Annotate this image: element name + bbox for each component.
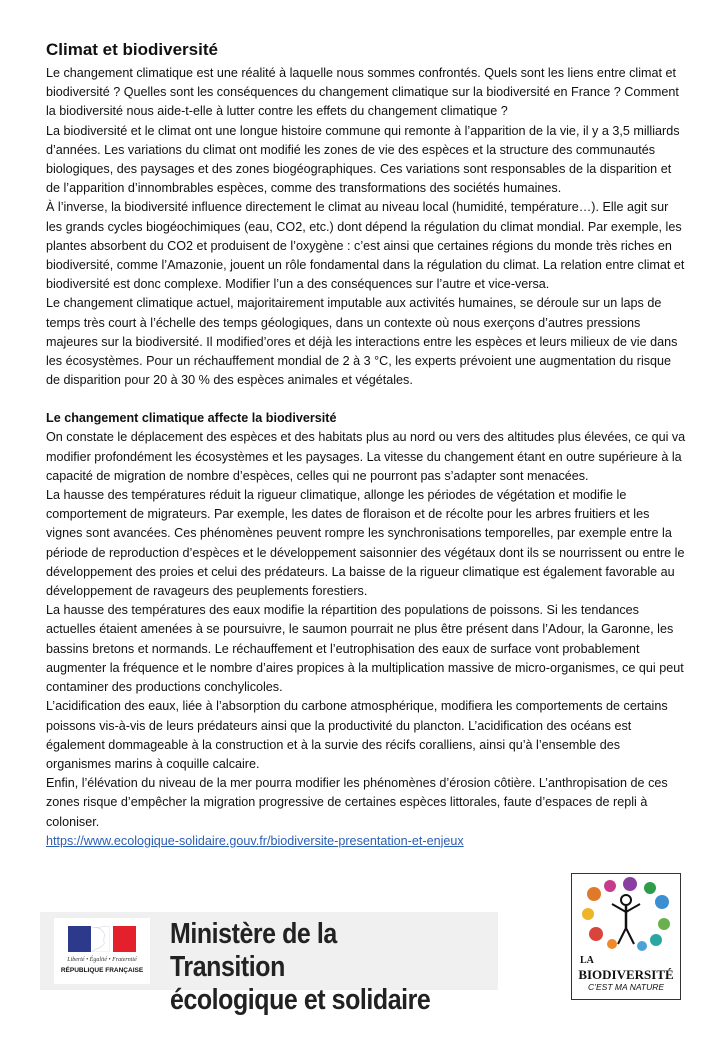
paragraph: On constate le déplacement des espèces et des habitats plus au nord ou vers des altitudes plus élevées, ce qui va modifier profondément les écosystèmes et les paysages. La vitesse du changement étant en outre supérieure à la capacité de migration de nombre d’espèces, celles qui ne pourront pas s’adapter sont menacées. [46,430,686,483]
ministry-logo [40,912,498,1016]
biodiversity-illustration-icon [572,874,680,956]
badge-title: LA BIODIVERSITÉ [578,955,674,982]
article [46,40,686,851]
paragraph: Enfin, l’élévation du niveau de la mer pourra modifier les phénomènes d’érosion côtière. L’anthropisation de ces zones risque d’empêcher la migration progressive de certaines espèces littorales, faute d’espaces de repli à coloniser. [46,776,668,829]
section-heading: Le changement climatique affecte la biodiversité [46,411,337,426]
paragraph: La hausse des températures des eaux modifie la répartition des populations de poissons. Si les tendances actuelles étaient amenées à se poursuivre, le saumon pourrait ne plus être présent dans l’Adour, la Garonne, les bassins bretons et normands. Le réchauffement et l’eutrophisation des eaux de surface vont probablement augmenter la fréquence et le nombre d’aires propices à la multiplication massive de micro-organismes, ce qui peut contaminer des productions conchylicoles. [46,603,684,695]
marianne-logo [54,918,150,984]
republic-label: RÉPUBLIQUE FRANÇAISE [60,967,144,974]
paragraph: L’acidification des eaux, liée à l’absorption du carbone atmosphérique, modifiera les comportements de certains poissons vis-à-vis de leurs prédateurs ainsi que la productivité du plancton. L’acidification des océans est également dommageable à la construction et à la survie des récifs coralliens, ainsi qu’à l’ensemble des organismes marins à coquille calcaire. [46,699,668,771]
paragraph: À l’inverse, la biodiversité influence directement le climat au niveau local (humidité, température…). Elle agit sur les grands cycles biogéochimiques (eau, CO2, etc.) dont dépend la régulation du climat mondial. Par exemple, les plantes absorbent du CO2 et produisent de l’oxygène : c’est ainsi que certaines régions du monde très riches en biodiversité, comme l’Amazonie, jouent un rôle fondamental dans la régulation du climat. La relation entre climat et biodiversité est donc complexe. Modifier l’un a des conséquences sur l’autre et vice-versa. [46,200,685,292]
spacer [46,390,686,409]
paragraph: La biodiversité et le climat ont une longue histoire commune qui remonte à l’apparition de la vie, il y a 3,5 milliards d’années. Les variations du climat ont modifié les zones de vie des espèces et la structure des communautés biologiques, des paysages et des zones biogéographiques. Ces variations sont responsables de la disparition et de l’apparition d’innombrables espèces, comme des transformations des sociétés humaines. [46,123,680,196]
badge-subtitle: C’EST MA NATURE [587,982,665,992]
marianne-profile-icon [84,926,110,952]
biodiversity-badge [571,873,681,1000]
motto: Liberté • Égalité • Fraternité [67,957,137,963]
paragraph: La hausse des températures réduit la rigueur climatique, allonge les périodes de végétation et modifie le comportement de migrateurs. Par exemple, les dates de floraison et de récolte pour les arbres fruitiers et les vignes sont avancées. Ces phénomènes peuvent rompre les synchronisations temporelles, par exemple entre la période de reproduction d’espèces et le développement saisonnier des végétaux dont ils se nourrissent ou entre le développement des proies et celui des prédateurs. La baisse de la rigueur climatique est également favorable au développement de ravageurs des peuplements forestiers. [46,488,685,599]
intro-paragraph: Le changement climatique est une réalité à laquelle nous sommes confrontés. Quels sont les liens entre climat et biodiversité ? Quelles sont les conséquences du changement climatique sur la biodiversité en France ? Comment la biodiversité nous aide-t-elle à lutter contre les effets du changement climatique ? [46,66,679,119]
page-title: Climat et biodiversité [46,40,218,59]
source-link[interactable]: https://www.ecologique-solidaire.gouv.fr/biodiversite-presentation-et-enjeux [46,833,464,848]
ministry-name-line1: Ministère de la Transition [170,918,337,983]
ministry-name [170,918,452,1017]
ministry-name-line2: écologique et solidaire [170,984,431,1016]
paragraph: Le changement climatique actuel, majoritairement imputable aux activités humaines, se déroule sur un laps de temps très court à l’échelle des temps géologiques, dans un contexte où nous exerçons d’autres pressions majeures sur la biodiversité. Il modified’ores et déjà les interactions entre les espèces et leurs milieux de vie dans les écosystèmes. Pour un réchauffement mondial de 2 à 3 °C, les experts prévoient une augmentation du risque de disparition pour 20 à 30 % des espèces animales et végétales. [46,296,678,388]
